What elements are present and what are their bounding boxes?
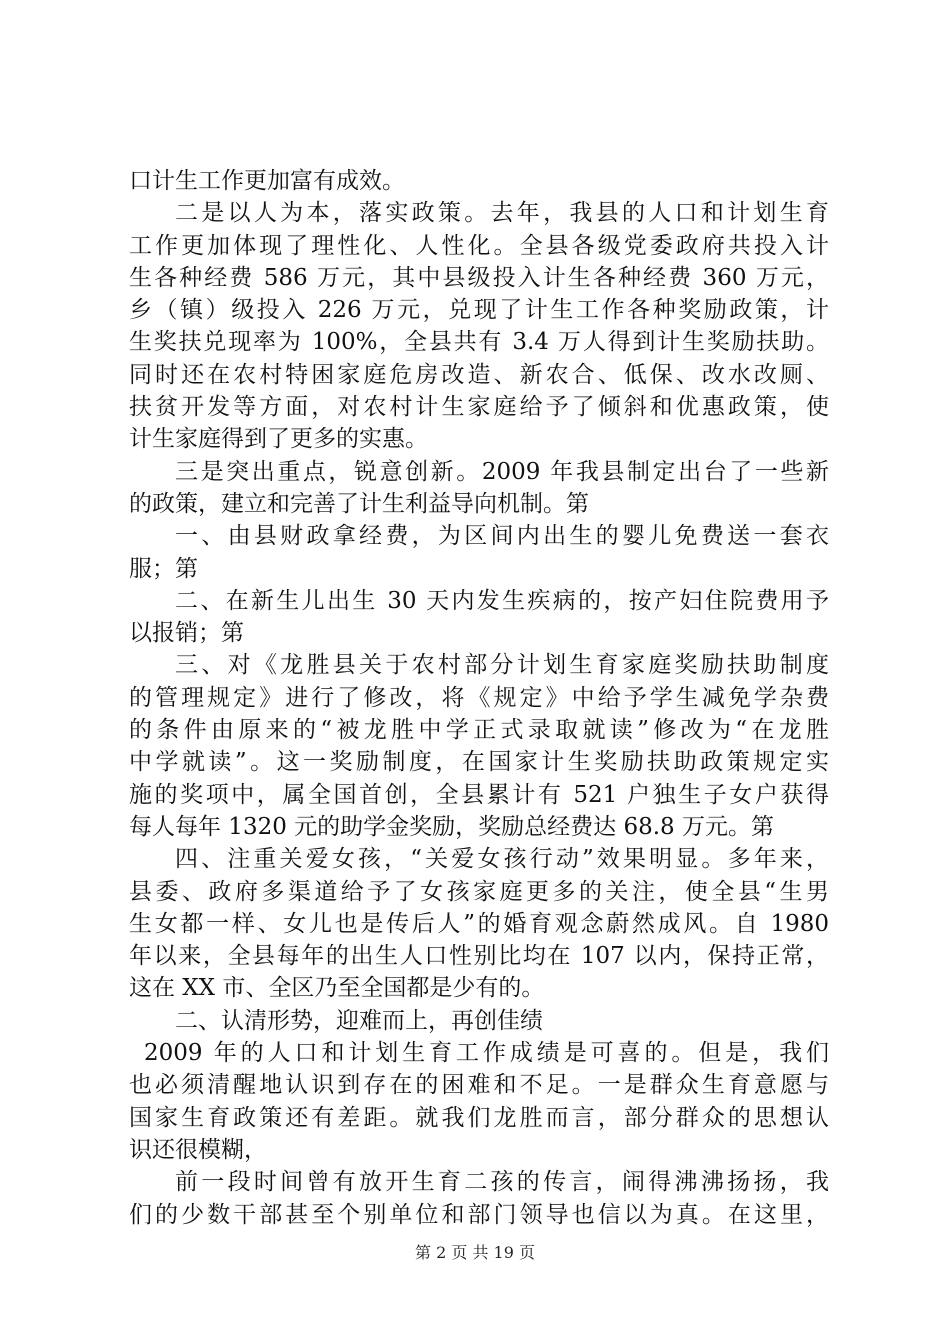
document-body <box>129 165 829 1231</box>
text-line: 县委、政府多渠道给予了女孩家庭更多的关注，使全县“生男 <box>129 878 829 905</box>
text-line: 的政策，建立和完善了计生利益导向机制。第 <box>129 490 589 517</box>
text-line: 中学就读”。这一奖励制度，在国家计生奖励扶助政策规定实 <box>129 749 829 776</box>
text-line: 的条件由原来的“被龙胜中学正式录取就读”修改为“在龙胜 <box>129 717 829 744</box>
text-line: 同时还在农村特困家庭危房改造、新农合、低保、改水改厕、 <box>129 361 829 388</box>
text-line: 2009 年的人口和计划生育工作成绩是可喜的。但是，我们 <box>144 1040 829 1067</box>
text-line: 计生家庭得到了更多的实惠。 <box>129 426 428 453</box>
text-line: 生各种经费 586 万元，其中县级投入计生各种经费 360 万元， <box>129 264 829 291</box>
text-line: 生女都一样、女儿也是传后人”的婚育观念蔚然成风。自 1980 <box>129 910 829 937</box>
text-line: 国家生育政策还有差距。就我们龙胜而言，部分群众的思想认 <box>129 1104 829 1131</box>
text-line: 识还很模糊， <box>129 1136 267 1163</box>
text-line: 们的少数干部甚至个别单位和部门领导也信以为真。在这里， <box>129 1201 829 1228</box>
text-line: 四、注重关爱女孩，“关爱女孩行动”效果明显。多年来， <box>175 846 829 873</box>
text-line: 三是突出重点，锐意创新。2009 年我县制定出台了一些新 <box>175 458 829 485</box>
text-line: 扶贫开发等方面，对农村计生家庭给予了倾斜和优惠政策，使 <box>129 394 829 421</box>
text-line: 施的奖项中，属全国首创，全县累计有 521 户独生子女户获得 <box>129 781 829 808</box>
text-line: 生奖扶兑现率为 100%，全县共有 3.4 万人得到计生奖励扶助。 <box>129 329 829 356</box>
text-line: 乡（镇）级投入 226 万元，兑现了计生工作各种奖励政策，计 <box>129 297 829 324</box>
text-line: 前一段时间曾有放开生育二孩的传言，闹得沸沸扬扬，我 <box>175 1169 829 1196</box>
text-line: 服；第 <box>129 555 198 582</box>
text-line: 二、在新生儿出生 30 天内发生疾病的，按产妇住院费用予 <box>175 587 829 614</box>
section-heading: 二、认清形势，迎难而上，再创佳绩 <box>175 1007 543 1034</box>
text-line: 年以来，全县每年的出生人口性别比均在 107 以内，保持正常， <box>129 943 829 970</box>
page-number-footer: 第 2 页 共 19 页 <box>415 1243 535 1262</box>
text-line: 三、对《龙胜县关于农村部分计划生育家庭奖励扶助制度 <box>175 652 829 679</box>
text-line: 以报销；第 <box>129 620 244 647</box>
text-line: 二是以人为本，落实政策。去年，我县的人口和计划生育 <box>175 200 829 227</box>
text-line: 工作更加体现了理性化、人性化。全县各级党委政府共投入计 <box>129 232 829 259</box>
text-line: 这在 XX 市、全区乃至全国都是少有的。 <box>129 975 545 1002</box>
text-line: 每人每年 1320 元的助学金奖励，奖励总经费达 68.8 万元。第 <box>129 813 774 840</box>
text-line: 也必须清醒地认识到存在的困难和不足。一是群众生育意愿与 <box>129 1072 829 1099</box>
text-line: 口计生工作更加富有成效。 <box>129 168 405 194</box>
text-line: 一、由县财政拿经费，为区间内出生的婴儿免费送一套衣 <box>175 523 829 550</box>
text-line: 的管理规定》进行了修改，将《规定》中给予学生减免学杂费 <box>129 684 829 711</box>
